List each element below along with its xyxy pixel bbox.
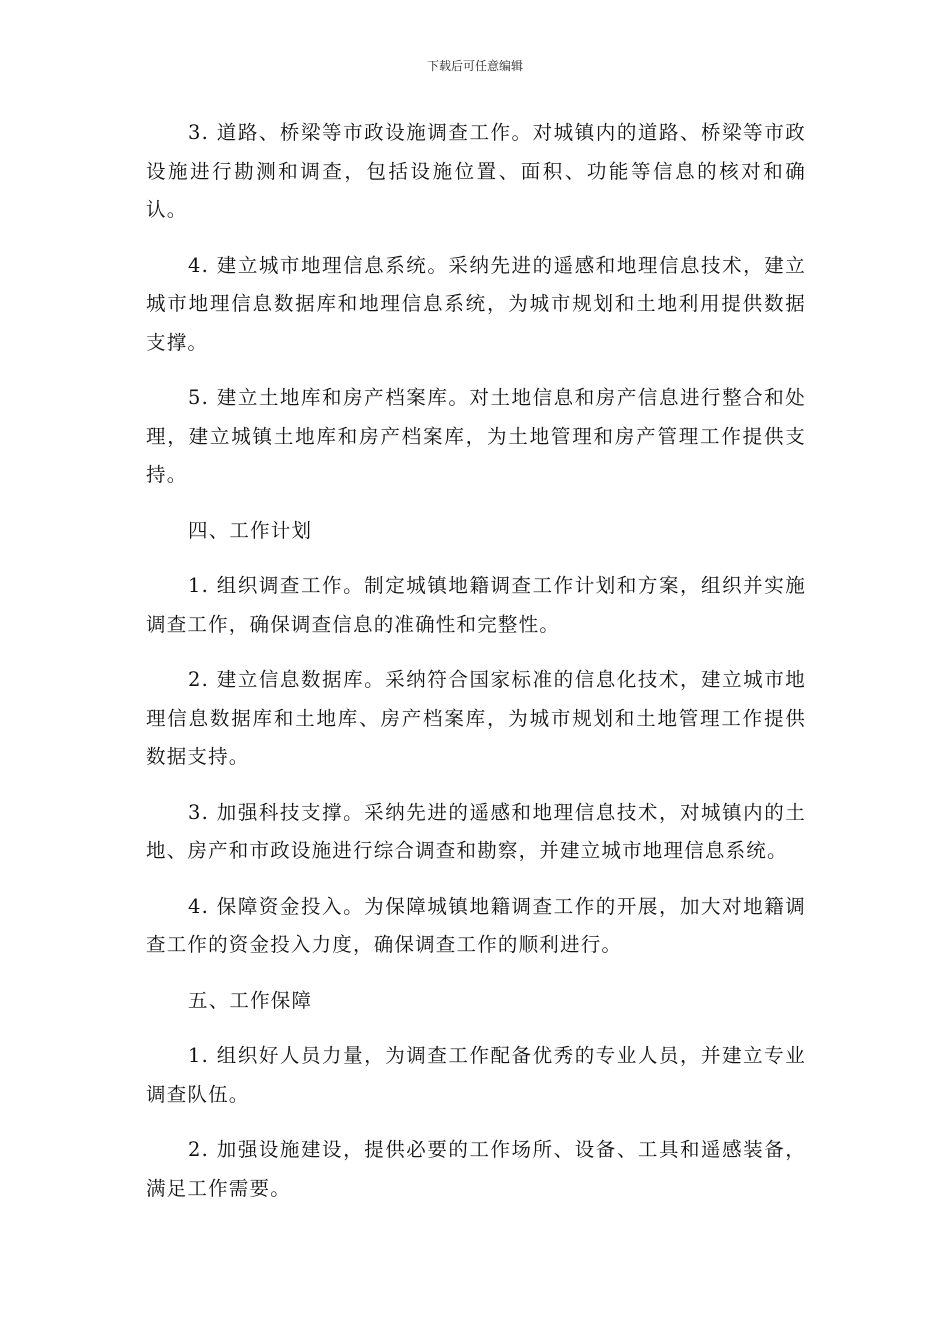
paragraph-land-property-archive: 5. 建立土地库和房产档案库。对土地信息和房产信息进行整合和处理，建立城镇土地库和房产档案库，为土地管理和房产管理工作提供支持。 xyxy=(146,386,806,486)
paragraph-gis-system: 4. 建立城市地理信息系统。采纳先进的遥感和地理信息技术，建立城市地理信息数据库和地理信息系统，为城市规划和土地利用提供数据支撑。 xyxy=(146,253,806,354)
paragraph-funding: 4. 保障资金投入。为保障城镇地籍调查工作的开展，加大对地籍调查工作的资金投入力度，确保调查工作的顺利进行。 xyxy=(146,894,806,956)
document-body xyxy=(146,114,806,1225)
paragraph-organize-survey: 1. 组织调查工作。制定城镇地籍调查工作计划和方案，组织并实施调查工作，确保调查信息的准确性和完整性。 xyxy=(146,574,806,636)
section-heading-work-guarantee: 五、工作保障 xyxy=(188,988,313,1012)
paragraph-facilities: 2. 加强设施建设，提供必要的工作场所、设备、工具和遥感装备，满足工作需要。 xyxy=(146,1138,806,1200)
page-header-note: 下载后可任意编辑 xyxy=(426,59,523,73)
paragraph-build-database: 2. 建立信息数据库。采纳符合国家标准的信息化技术，建立城市地理信息数据库和土地库、房产档案库，为城市规划和土地管理工作提供数据支持。 xyxy=(146,668,806,768)
paragraph-tech-support: 3. 加强科技支撑。采纳先进的遥感和地理信息技术，对城镇内的土地、房产和市政设施进行综合调查和勘察，并建立城市地理信息系统。 xyxy=(146,800,806,862)
paragraph-staffing: 1. 组织好人员力量，为调查工作配备优秀的专业人员，并建立专业调查队伍。 xyxy=(146,1044,806,1106)
paragraph-municipal-facilities-survey: 3. 道路、桥梁等市政设施调查工作。对城镇内的道路、桥梁等市政设施进行勘测和调查，包括设施位置、面积、功能等信息的核对和确认。 xyxy=(146,121,806,221)
section-heading-work-plan: 四、工作计划 xyxy=(188,518,313,542)
